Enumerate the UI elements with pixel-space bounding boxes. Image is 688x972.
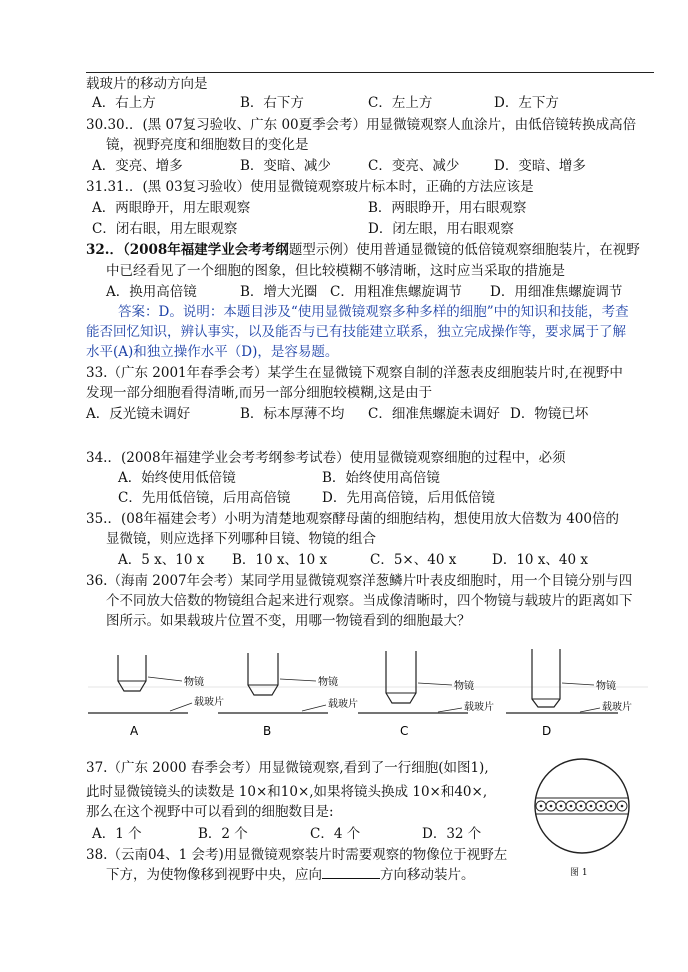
objective-label-a: 物镜	[184, 677, 204, 688]
objective-distance-figure	[88, 645, 648, 745]
objective-d	[506, 649, 632, 738]
q33-option-c: C．细准焦螺旋未调好	[368, 406, 500, 422]
q29-option-a: A．右上方	[92, 95, 156, 111]
svg-text:载玻片: 载玻片	[464, 702, 494, 713]
q30-line-2: 镜，视野亮度和细胞数目的变化是	[106, 137, 309, 153]
q32-option-a: A．换用高倍镜	[106, 284, 197, 300]
svg-text:载玻片: 载玻片	[328, 699, 358, 710]
q35-option-a: A．5 x、10 x	[118, 552, 205, 568]
q35-line-2: 显微镜，则应选择下列哪种目镜、物镜的组合	[106, 531, 376, 547]
q34-option-c: C．先用低倍镜，后用高倍镜	[118, 490, 291, 506]
q33-line-2: 发现一部分细胞看得清晰,而另一部分细胞较模糊,这是由于	[86, 385, 433, 401]
svg-text:物镜: 物镜	[318, 677, 338, 688]
q38-text-b: 方向移动装片。	[380, 867, 475, 883]
q34-line-1: 34.．(2008年福建学业会考考纲参考试卷）使用显微镜观察细胞的过程中，必须	[86, 450, 566, 466]
q32-option-c: C．用粗准焦螺旋调节	[330, 284, 462, 300]
q35-line-1: 35.．(08年福建会考）小明为清楚地观察酵母菌的细胞结构，想使用放大倍数为 400倍的	[86, 511, 619, 527]
figure-1-caption: 图 1	[570, 868, 588, 878]
q29-tail: 载玻片的移动方向是	[86, 76, 208, 92]
q38-text-a: 下方，为使物像移到视野中央，应向	[106, 867, 322, 883]
q33-option-a: A．反光镜未调好	[86, 406, 191, 422]
letter-d: D	[542, 724, 552, 738]
q32-line-2: 中已经看见了一个细胞的图象，但比较模糊不够清晰，这时应当采取的措施是	[106, 263, 565, 279]
field-of-view-figure	[532, 756, 632, 856]
q34-option-d: D．先用高倍镜，后用低倍镜	[322, 490, 495, 506]
q32-answer-3: 水平(A)和独立操作水平（D)，是容易题。	[86, 344, 339, 360]
q33-line-1: 33.（广东 2001年春季会考）某学生在显微镜下观察自制的洋葱表皮细胞装片时,在视野中	[86, 365, 623, 381]
q35-option-b: B．10 x、10 x	[232, 552, 328, 568]
q29-option-c: C．左上方	[368, 95, 433, 111]
q32-source: 32.．（2008年福建学业会考考纲	[86, 242, 289, 258]
q33-option-d: D．物镜已坏	[510, 406, 589, 422]
q29-option-b: B．右下方	[240, 95, 304, 111]
objective-b	[218, 653, 358, 738]
q30-option-b: B．变暗、减少	[240, 158, 331, 174]
q30-option-d: D．变暗、增多	[494, 158, 586, 174]
q32-option-b: B．增大光圈	[240, 284, 318, 300]
q38-line-2	[106, 865, 475, 885]
q31-option-d: D．闭左眼，用右眼观察	[368, 221, 514, 237]
svg-text:载玻片: 载玻片	[602, 702, 632, 713]
letter-a: A	[130, 724, 139, 738]
letter-c: C	[400, 724, 409, 738]
q36-line-1: 36.（海南 2007年会考）某同学用显微镜观察洋葱鳞片叶表皮细胞时，用一个目镜分别与四	[86, 573, 633, 589]
q35-option-d: D．10 x、40 x	[492, 552, 588, 568]
q32-answer-2: 能否回忆知识，辨认事实，以及能否与已有技能建立联系，独立完成操作等，要求属于了解	[86, 324, 626, 340]
q37-line-2: 此时显微镜镜头的读数是 10×和10×,如果将镜头换成 10×和40×,	[86, 784, 488, 800]
svg-text:物镜: 物镜	[454, 681, 474, 692]
q33-option-b: B．标本厚薄不均	[240, 406, 345, 422]
q37-line-3: 那么在这个视野中可以看到的细胞数目是:	[86, 804, 334, 820]
q37-option-c: C．4 个	[310, 826, 361, 842]
q31-option-b: B．两眼睁开，用右眼观察	[368, 200, 527, 216]
q32-line-1	[86, 240, 640, 260]
q37-option-b: B．2 个	[198, 826, 248, 842]
objective-c	[358, 651, 494, 738]
slide-label-a: 载玻片	[194, 697, 224, 708]
q31-line-1: 31.31.．(黑 03复习验收）使用显微镜观察玻片标本时，正确的方法应该是	[86, 179, 534, 195]
q31-option-c: C．闭右眼，用左眼观察	[92, 221, 238, 237]
q30-option-a: A．变亮、增多	[92, 158, 183, 174]
header-rule	[86, 72, 654, 73]
q38-answer-blank[interactable]	[322, 866, 380, 879]
q29-option-d: D．左下方	[494, 95, 559, 111]
q30-option-c: C．变亮、减少	[368, 158, 460, 174]
objective-a	[88, 655, 224, 738]
q30-line-1: 30.30.．(黑 07复习验收、广东 00夏季会考）用显微镜观察人血涂片，由低倍镜转换成高倍	[86, 117, 637, 133]
q32-stem: 题型示例）使用普通显微镜的低倍镜观察细胞装片，在视野	[288, 242, 640, 258]
q37-line-1: 37.（广东 2000 春季会考）用显微镜观察,看到了一行细胞(如图1),	[86, 760, 489, 776]
q36-line-3: 图所示。如果载玻片位置不变，用哪一物镜看到的细胞最大？	[106, 613, 471, 629]
q38-line-1: 38.（云南04、1 会考)用显微镜观察装片时需要观察的物像位于视野左	[86, 847, 508, 863]
q35-option-c: C．5×、40 x	[370, 552, 457, 568]
q32-option-d: D．用细准焦螺旋调节	[490, 284, 623, 300]
svg-text:物镜: 物镜	[596, 681, 616, 692]
q34-option-a: A．始终使用低倍镜	[118, 470, 236, 486]
q34-option-b: B．始终使用高倍镜	[322, 470, 440, 486]
q32-answer-1: 答案：D。说明：本题目涉及“使用显微镜观察多种多样的细胞”中的知识和技能，考查	[118, 304, 629, 320]
q36-line-2: 个不同放大倍数的物镜组合起来进行观察。当成像清晰时，四个物镜与载玻片的距离如下	[106, 593, 633, 609]
q37-option-a: A．1 个	[92, 826, 142, 842]
q37-option-d: D．32 个	[422, 826, 482, 842]
letter-b: B	[263, 724, 272, 738]
q31-option-a: A．两眼睁开，用左眼观察	[92, 200, 251, 216]
